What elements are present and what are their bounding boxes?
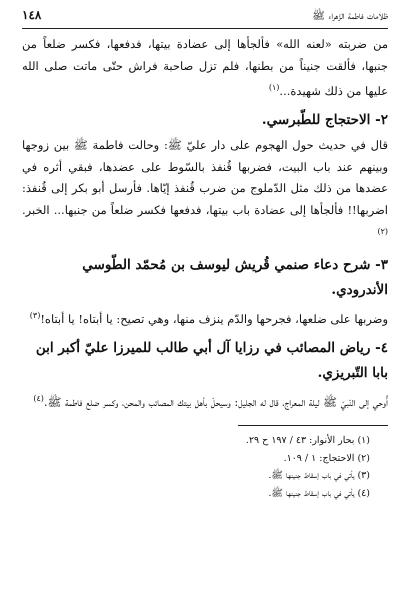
section-text-2: قال في حديث حول الهجوم على دار عليّ ﷺ: وحالت فاطمة ﷺ بين زوجها وبينهم عند باب البيت، فضربها قُنفذ بالسّوط على عضدها، فبقي أثره في عضدها من ذلك مثل الدّملوج من ضرب قُنفذ إيّاها. فأرسل أبو بكر إلى قُنفذ: اضربها!! فألجأها إلى عضادة باب بيتها، فدفعها فكسر ضلعاً من جنبها... الخبر.: [22, 138, 388, 217]
section-paragraph-2: [22, 135, 388, 246]
section-text-4: أُوحي إلى النّبيّ ﷺ ليلة المعراج، قال له الجليل: وسيحلّ بأهل بيتك المصائب والمحن، وكسر ضلع فاطمة ﷺ.: [43, 394, 388, 409]
section-heading-4: ٤- رياض المصائب في رزايا آل أبي طالب للميرزا عليّ أكبر ابن بابا التّبريزي.: [35, 339, 388, 381]
page-header: [22, 8, 388, 29]
section-heading-3: ٣- شرح دعاء صنمي قُريش ليوسف بن مُحمّد الطّوسي الأندرودي.: [82, 256, 388, 298]
section-heading-2: ٢- الاحتجاج للطّبرسي.: [261, 112, 388, 129]
footnote-item: (١) بحار الأنوار: ٤٣ / ١٩٧ ح ٢٩.: [245, 435, 370, 447]
intro-paragraph: [22, 34, 388, 102]
footnote-ref-4: (٤): [33, 393, 44, 403]
footnotes-list: [22, 432, 388, 502]
footnote-separator: [238, 425, 388, 426]
section-paragraph-3: [22, 305, 388, 330]
running-title: ظلامات فاطمة الزّهراء ﷺ: [312, 10, 388, 22]
footnote-item: (٢) الاحتجاج: ١ / ١٠٩.: [283, 452, 370, 464]
footnote-item: (٣) يأتي في باب إسقاط جنينها ﷺ.: [268, 470, 370, 482]
footnote-ref-3: (٣): [29, 310, 41, 320]
intro-text: من ضربته «لعنه الله» فألجأها إلى عضادة بيتها، فدفعها، فكسر ضلعاً من جنبها، فألقت جنيناً من بطنها، فلم تزل صاحبة فراش حتّى ماتت صلى الله عليها من ذلك شهيدة...: [22, 37, 388, 98]
section-paragraph-4: [22, 388, 388, 413]
footnote-ref-1: (١): [268, 83, 280, 92]
footnote-item: (٤) يأتي في باب إسقاط جنينها ﷺ.: [268, 487, 370, 499]
page-number: ١٤٨: [22, 8, 42, 22]
section-text-3: وضربها على ضلعها، فجرحها والدّم ينزف منها، وهي تصيح: يا أبتاه! يا أبتاه!: [40, 311, 388, 326]
footnote-ref-2: (٢): [377, 227, 388, 237]
